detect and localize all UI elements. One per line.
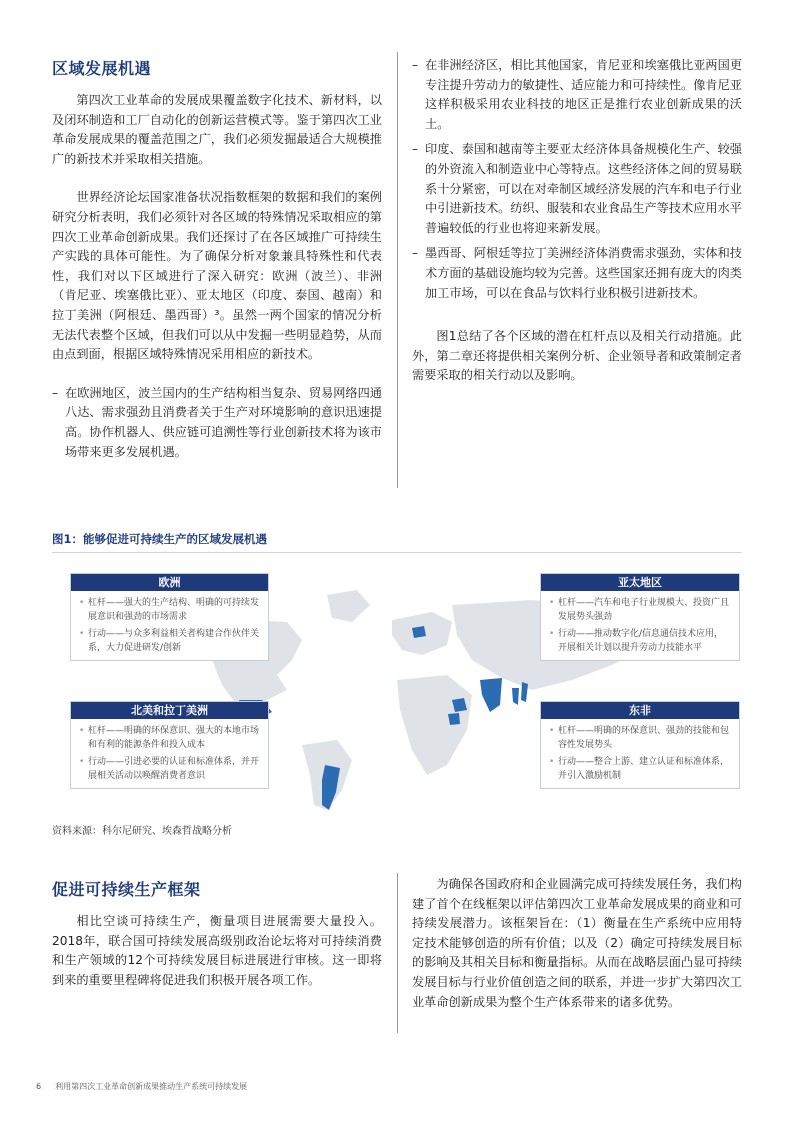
- lever-text: 杠杆——明确的环保意识、强劲的技能和包容性发展势头: [558, 726, 730, 750]
- bottom-right-column: [412, 875, 742, 1012]
- figure-divider: [52, 552, 742, 553]
- paragraph: 世界经济论坛国家准备状况指数框架的数据和我们的案例研究分析表明，我们必须针对各区域的特殊情况采取相应的第四次工业革命创新成果。我们还探讨了在各区域推广可持续生产实践的具体可能性。为了确保分析对象兼具特殊性和代表性，我们对以下区域进行了深入研究：欧洲（波兰）、非洲（肯尼亚、埃塞俄比亚）、亚太地区（印度、泰国、越南）和拉丁美洲（阿根廷、墨西哥）³。虽然一两个国家的情况分析无法代表整个区域，但我们可以从中发掘一些明显趋势，从而由点到面，根据区域特殊情况采用相应的新技术。: [52, 190, 382, 362]
- paragraph: 图1总结了各个区域的潜在杠杆点以及相关行动措施。此外，第二章还将提供相关案例分析、企业领导者和政策制定者需要采取的相关行动以及影响。: [412, 329, 742, 383]
- action-item: [549, 628, 731, 655]
- region-box-latam: [70, 701, 269, 789]
- poland-highlight: [412, 626, 426, 638]
- lever-item: [79, 597, 260, 624]
- dash-icon: –: [52, 385, 59, 400]
- bullet-dot-icon: •: [549, 757, 555, 767]
- action-text: 行动——推动数字化/信息通信技术应用，开展相关计划以提升劳动力技能水平: [558, 629, 724, 653]
- lever-text: 杠杆——强大的生产结构、明确的可持续发展意识和强劲的市场需求: [88, 598, 260, 622]
- paragraph: 为确保各国政府和企业圆满完成可持续发展任务，我们构建了首个在线框架以评估第四次工业革命发展成果的商业和可持续发展潜力。该框架旨在：（1）衡量在生产系统中应用特定技术能够创造的所有价值；以及（2）确定可持续发展目标的影响及其相关目标和衡量指标。从而在战略层面凸显可持续发展目标与行业价值创造之间的联系，并进一步扩大第四次工业革命创新成果为整个生产体系带来的诸多优势。: [412, 877, 742, 1009]
- dash-icon: –: [412, 58, 419, 72]
- paragraph: 相比空谈可持续生产，衡量项目进展需要大量投入。2018年，联合国可持续发展高级别政治论坛将对可持续消费和生产领域的12个可持续发展目标进展进行审核。这一即将到来的重要里程碑将促进我们积极开展各项工作。: [52, 914, 382, 987]
- footer-text: 利用第四次工业革命创新成果推动生产系统可持续发展: [55, 1082, 248, 1091]
- region-header: 东非: [541, 702, 739, 719]
- bullet-item: [52, 384, 382, 462]
- bullet-text: 在欧洲地区，波兰国内的生产结构相当复杂、贸易网络四通八达、需求强劲且消费者关于生产对环境影响的意识迅速提高。协作机器人、供应链可追溯性等行业创新技术将为该市场带来更多发展机遇。: [65, 385, 382, 459]
- bullet-dot-icon: •: [549, 598, 555, 608]
- figure-source: 资料来源：科尔尼研究、埃森哲战略分析: [52, 826, 232, 837]
- lever-text: 杠杆——明确的环保意识、强大的本地市场和有利的能源条件和投入成本: [88, 726, 260, 750]
- bullet-dot-icon: •: [79, 726, 85, 736]
- column-divider: [397, 873, 398, 1033]
- lever-text: 杠杆——汽车和电子行业规模大、投资广且发展势头强劲: [558, 598, 730, 622]
- action-text: 行动——整合上游、建立认证和标准体系，并引入激励机制: [558, 757, 730, 781]
- figure-title: 图1：能够促进可持续生产的区域发展机遇: [52, 532, 267, 546]
- kenya-highlight: [448, 713, 460, 725]
- region-body: [71, 591, 268, 663]
- region-header: 北美和拉丁美洲: [71, 702, 268, 719]
- thailand-highlight: [512, 688, 519, 705]
- action-item: [549, 756, 731, 783]
- bullet-dot-icon: •: [79, 598, 85, 608]
- bullet-item: [412, 244, 742, 303]
- lever-item: [549, 597, 731, 624]
- lever-item: [79, 725, 260, 752]
- page-footer: [36, 1081, 261, 1092]
- region-box-africa: [540, 701, 740, 789]
- bottom-left-column: [52, 877, 382, 990]
- left-column: [52, 56, 382, 468]
- bullet-dot-icon: •: [549, 726, 555, 736]
- section-title: 促进可持续生产框架: [52, 880, 201, 899]
- column-divider: [397, 52, 398, 488]
- bullet-text: 在非洲经济区，相比其他国家，肯尼亚和埃塞俄比亚两国更专注提升劳动力的敏捷性、适应能力和可持续性。像肯尼亚这样积极采用农业科技的地区正是推行农业创新成果的沃土。: [425, 58, 742, 131]
- region-body: [541, 591, 739, 663]
- bullet-dot-icon: •: [79, 629, 85, 639]
- right-column: [412, 56, 742, 386]
- action-text: 行动——与众多利益相关者构建合作伙伴关系，大力促进研发/创新: [88, 629, 260, 653]
- dash-icon: –: [412, 142, 419, 157]
- page-number: 6: [36, 1082, 42, 1091]
- paragraph: 第四次工业革命的发展成果覆盖数字化技术、新材料，以及闭环制造和工厂自动化的创新运营模式等。鉴于第四次工业革命发展成果的覆盖范围之广，我们必须发掘最适合大规模推广的新技术并采取相关措施。: [52, 93, 382, 166]
- action-item: [79, 756, 260, 783]
- region-body: [541, 719, 739, 791]
- bullet-text: 印度、泰国和越南等主要亚太经济体具备规模化生产、较强的外资流入和制造业中心等特点。这些经济体之间的贸易联系十分紧密，可以在对牵制区域经济发展的汽车和电子行业中引进新技术。纺织、服装和农业食品生产等技术应用水平普遍较低的行业也将迎来新发展。: [425, 142, 742, 235]
- bullet-item: [412, 56, 742, 134]
- india-highlight: [480, 678, 502, 712]
- region-header: 欧洲: [71, 574, 268, 591]
- bullet-item: [412, 140, 742, 238]
- bullet-dot-icon: •: [79, 757, 85, 767]
- region-box-europe: [70, 573, 269, 661]
- vietnam-highlight: [521, 682, 528, 702]
- action-item: [79, 628, 260, 655]
- bullet-dot-icon: •: [549, 629, 555, 639]
- section-title: 区域发展机遇: [52, 59, 152, 78]
- dash-icon: –: [412, 246, 419, 261]
- region-header: 亚太地区: [541, 574, 739, 591]
- action-text: 行动——引进必要的认证和标准体系，并开展相关活动以唤醒消费者意识: [88, 757, 260, 781]
- region-box-asia: [540, 573, 740, 661]
- region-body: [71, 719, 268, 791]
- lever-item: [549, 725, 731, 752]
- bullet-text: 墨西哥、阿根廷等拉丁美洲经济体消费需求强劲，实体和技术方面的基础设施均较为完善。这些国家还拥有庞大的肉类加工市场，可以在食品与饮料行业积极引进新技术。: [425, 246, 742, 300]
